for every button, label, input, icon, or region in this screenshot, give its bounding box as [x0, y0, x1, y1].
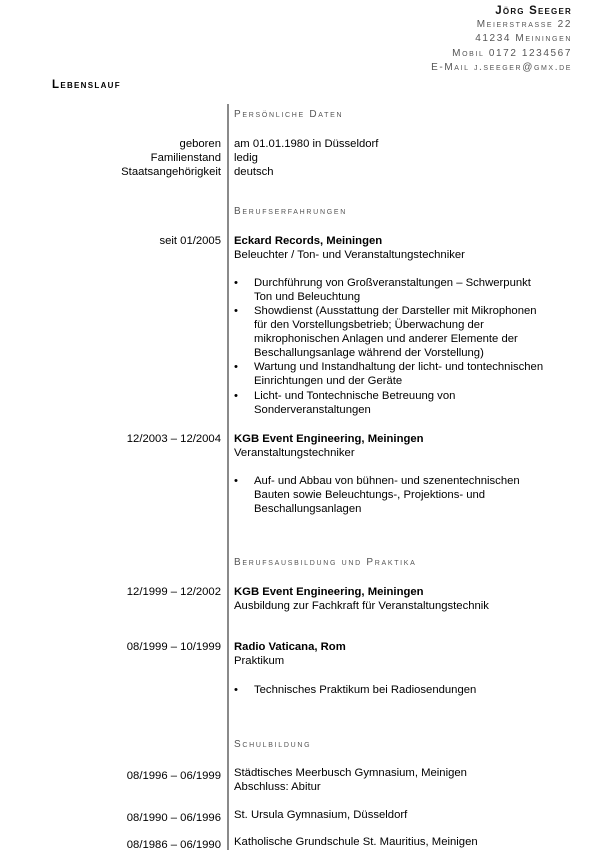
value-nationality: deutsch: [234, 166, 274, 178]
contact-header: [431, 4, 572, 75]
bullet-icon: •: [234, 305, 238, 317]
training-date: 08/1999 – 10/1999: [126, 641, 221, 653]
section-heading-personal: Persönliche Daten: [234, 109, 344, 120]
applicant-name: Jörg Seeger: [495, 5, 572, 17]
bullet-icon: •: [234, 475, 238, 487]
address-city: 41234 Meiningen: [475, 33, 572, 45]
section-heading-work: Berufserfahrungen: [234, 206, 347, 217]
training-role: Ausbildung zur Fachkraft für Veranstaltungstechnik: [234, 600, 489, 612]
label-marital-status: Familienstand: [150, 152, 221, 164]
label-nationality: Staatsangehörigkeit: [121, 166, 221, 178]
school-date: 08/1986 – 06/1990: [126, 839, 221, 851]
school-name: St. Ursula Gymnasium, Düsseldorf: [234, 809, 408, 821]
address-street: Meierstrasse 22: [476, 19, 572, 31]
school-degree: Abschluss: Abitur: [234, 781, 321, 793]
school-name: Städtisches Meerbusch Gymnasium, Meinigen: [234, 767, 467, 779]
work-role: Beleuchter / Ton- und Veranstaltungstechniker: [234, 249, 465, 261]
school-date: 08/1990 – 06/1996: [126, 812, 221, 824]
document-title: Lebenslauf: [52, 79, 121, 91]
bullet-icon: •: [234, 390, 238, 402]
email-address: E-Mail j.seeger@gmx.de: [431, 61, 572, 73]
school-name: Katholische Grundschule St. Mauritius, Meinigen: [234, 836, 478, 848]
phone-number: Mobil 0172 1234567: [452, 47, 572, 59]
bullet-icon: •: [234, 361, 238, 373]
bullet-icon: •: [234, 277, 238, 289]
value-marital-status: ledig: [234, 152, 258, 164]
training-company: KGB Event Engineering, Meiningen: [234, 586, 424, 598]
vertical-divider: [227, 104, 229, 850]
work-company: KGB Event Engineering, Meiningen: [234, 433, 424, 445]
work-role: Veranstaltungstechniker: [234, 447, 355, 459]
training-role: Praktikum: [234, 655, 285, 667]
training-company: Radio Vaticana, Rom: [234, 641, 346, 653]
training-date: 12/1999 – 12/2002: [126, 586, 221, 598]
school-date: 08/1996 – 06/1999: [126, 770, 221, 782]
work-date: 12/2003 – 12/2004: [126, 433, 221, 445]
label-born: geboren: [179, 138, 221, 150]
section-heading-school: Schulbildung: [234, 739, 312, 750]
bullet-icon: •: [234, 684, 238, 696]
value-born: am 01.01.1980 in Düsseldorf: [234, 138, 379, 150]
work-date: seit 01/2005: [159, 235, 221, 247]
section-heading-training: Berufsausbildung und Praktika: [234, 557, 417, 568]
work-company: Eckard Records, Meiningen: [234, 235, 383, 247]
